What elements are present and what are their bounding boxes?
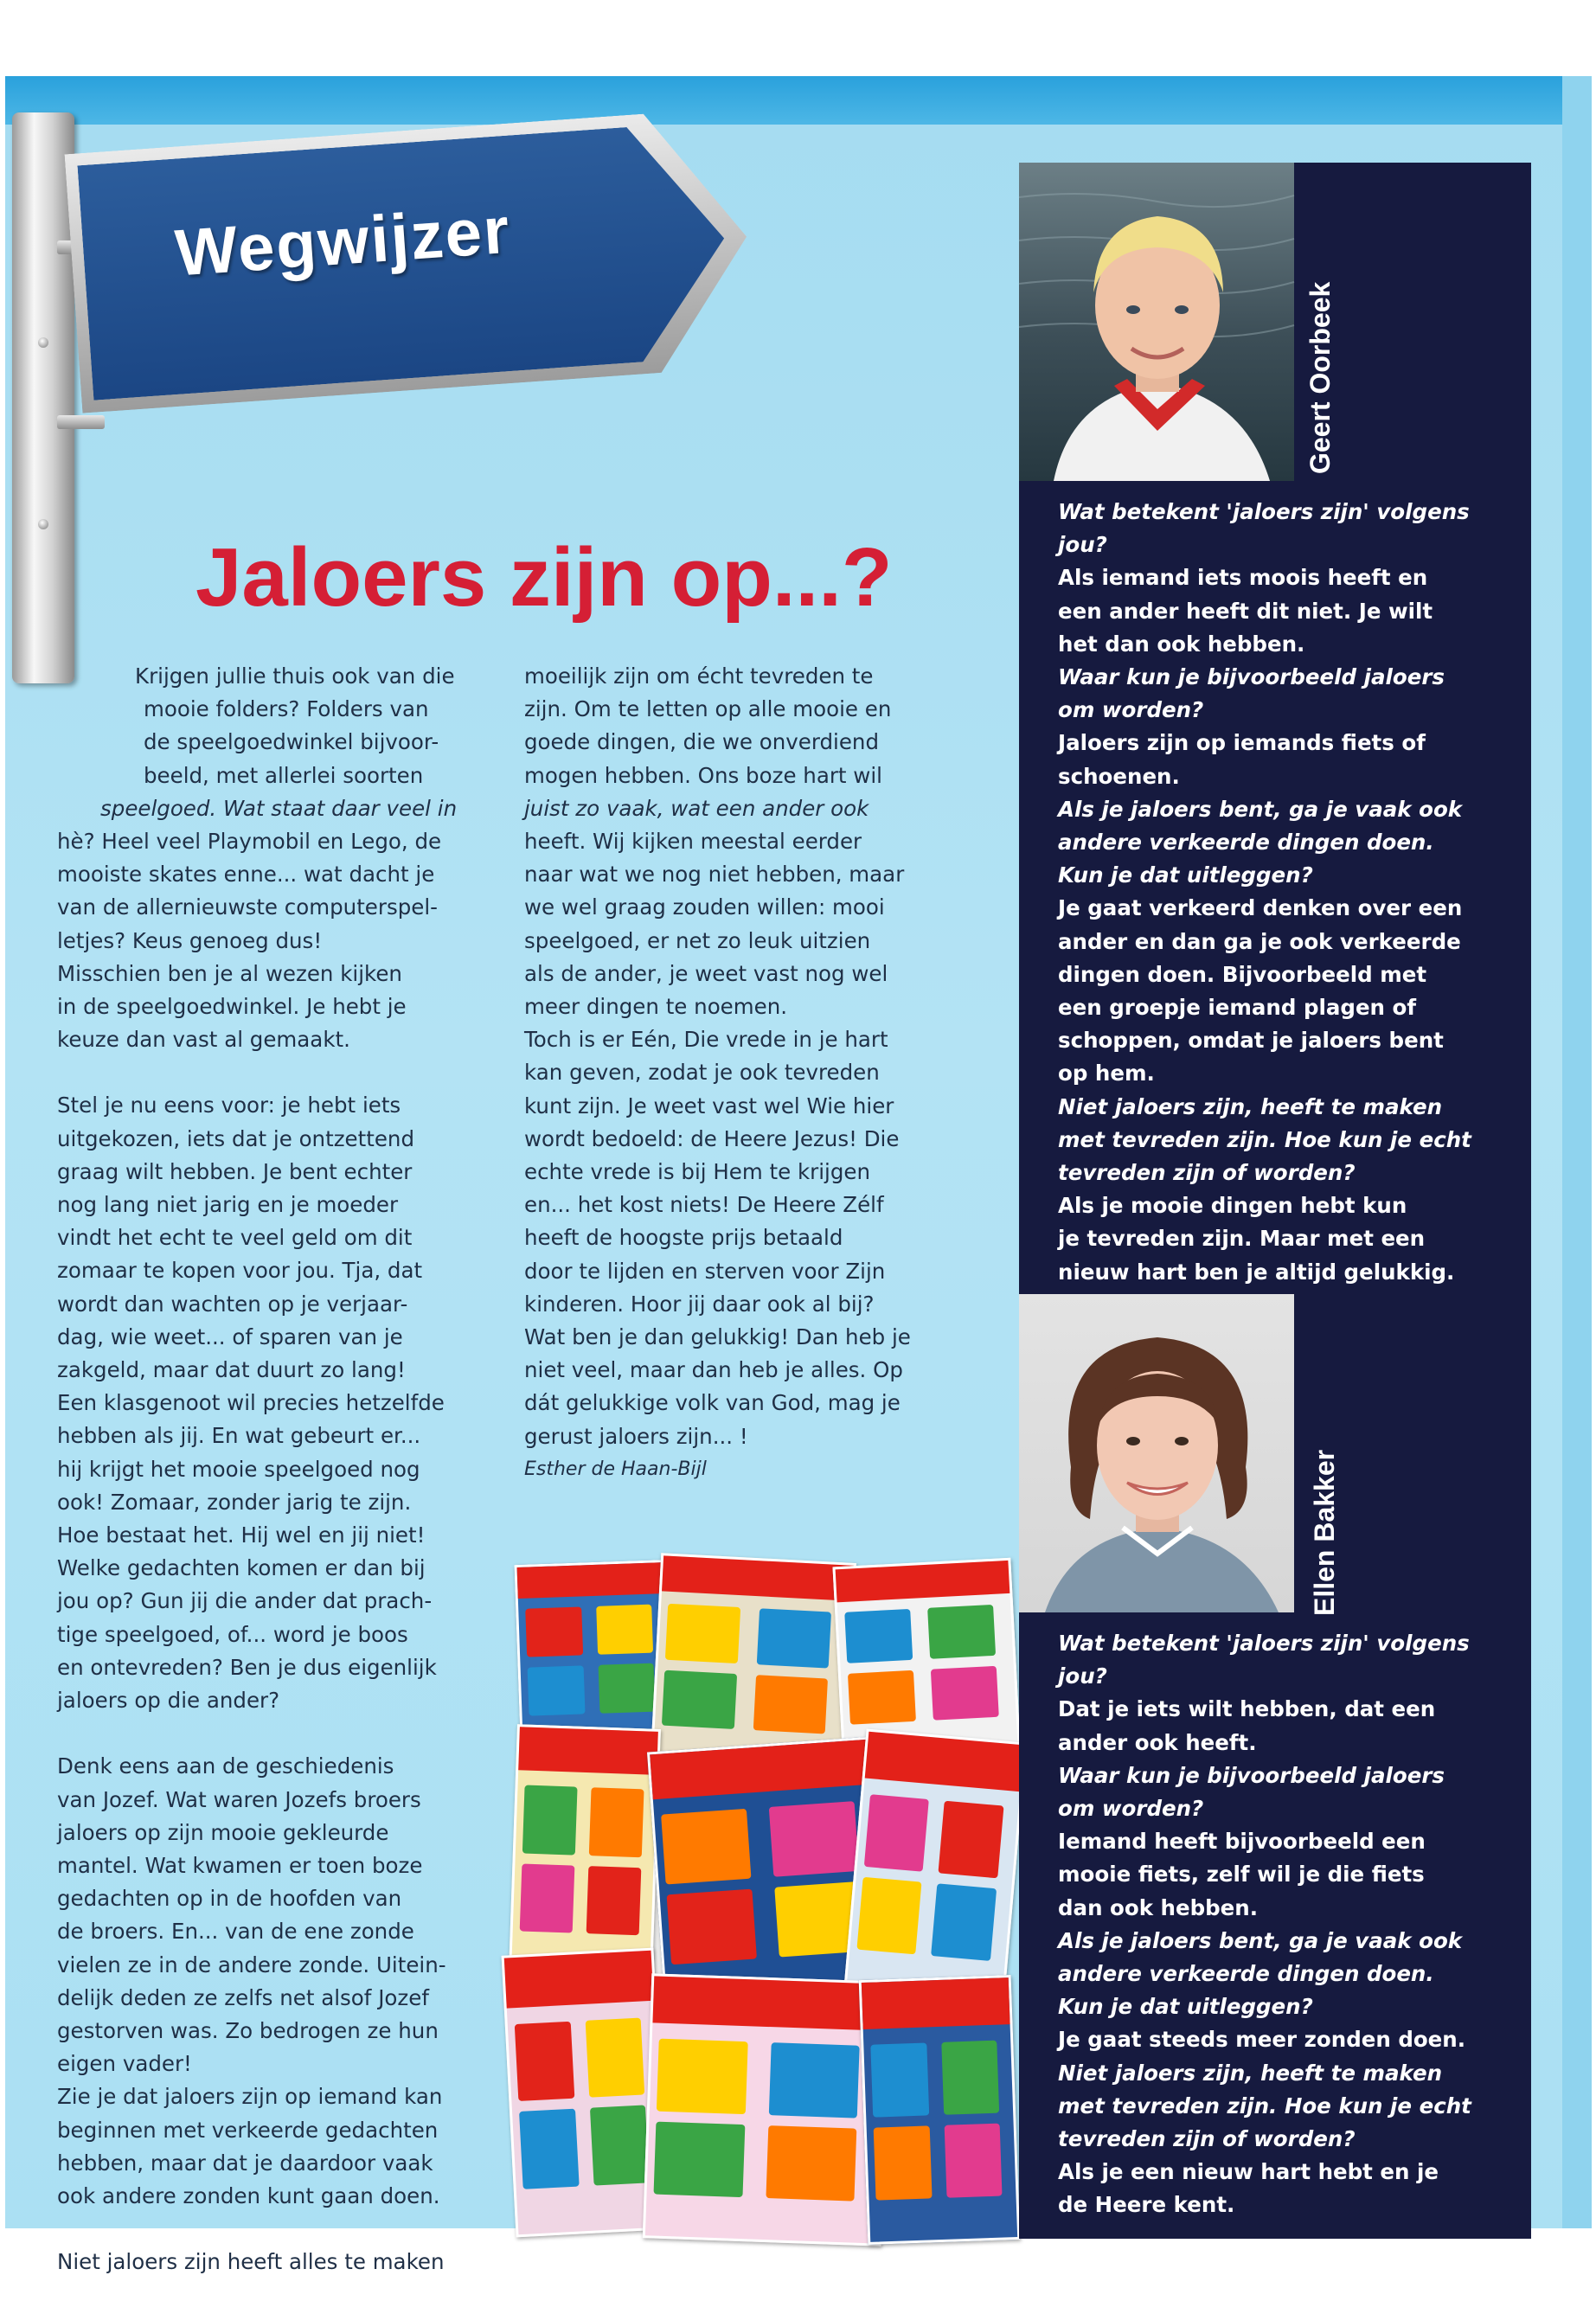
text-line: Niet jaloers zijn heeft alles te maken — [57, 2249, 445, 2275]
toy-folder — [502, 1948, 669, 2238]
text-line: juist zo vaak, wat een ander ook — [524, 795, 869, 821]
interview-answer: dingen doen. Bijvoorbeeld met — [1058, 961, 1427, 987]
text-line: eigen vader! — [57, 2051, 192, 2077]
paragraph-gap — [57, 1056, 490, 1089]
toy-picture — [939, 1801, 1003, 1879]
toy-picture — [769, 1801, 859, 1877]
interview-answer: schoenen. — [1058, 763, 1180, 789]
text-line: vielen ze in de andere zonde. Uitein- — [57, 1952, 446, 1977]
interview-answer: Dat je iets wilt hebben, dat een — [1058, 1696, 1436, 1722]
toy-picture — [941, 2041, 999, 2115]
toy-picture — [931, 1666, 999, 1721]
magazine-page — [5, 76, 1592, 2275]
text-line: mooiste skates enne... wat dacht je — [57, 862, 435, 888]
text-line: gerust jaloers zijn... ! — [524, 1423, 748, 1449]
text-line: Denk eens aan de geschiedenis — [57, 1753, 394, 1779]
text-line: ook! Zomaar, zonder jarig te zijn. — [57, 1489, 412, 1515]
folder-red-band — [862, 1977, 1010, 2029]
text-line: hij krijgt het mooie speelgoed nog — [57, 1456, 420, 1482]
toy-picture — [590, 2106, 650, 2186]
interview-answer: Als je mooie dingen hebt kun — [1058, 1193, 1407, 1219]
interview-question: Niet jaloers zijn, heeft te maken — [1058, 2060, 1443, 2086]
text-line: kunt zijn. Je weet vast wel Wie hier — [524, 1093, 894, 1118]
text-line: zijn. Om te letten op alle mooie en — [524, 696, 892, 722]
toy-folder — [509, 1724, 661, 1977]
toy-picture — [944, 2124, 1002, 2198]
toy-folder — [514, 1560, 672, 1743]
toy-picture — [522, 1785, 577, 1855]
text-line: mogen hebben. Ons boze hart wil — [524, 762, 882, 788]
toy-picture — [515, 2022, 574, 2102]
girl-portrait-icon — [1019, 1294, 1294, 1612]
text-line: gedachten op in de hoofden van — [57, 1886, 402, 1912]
toy-picture — [661, 1808, 751, 1884]
text-line: goede dingen, die we onverdiend — [524, 729, 880, 755]
toy-folder — [832, 1558, 1020, 1753]
interviewee-name: Geert Oorbeek — [1304, 281, 1336, 474]
folder-red-band — [518, 1727, 658, 1775]
interview-question: Waar kun je bijvoorbeeld jaloers — [1058, 664, 1445, 690]
toy-folder — [843, 1728, 1027, 2006]
text-line: Hoe bestaat het. Hij wel en jij niet! — [57, 1522, 426, 1548]
toy-picture — [589, 1787, 644, 1856]
text-line: speelgoed, er net zo leuk uitzien — [524, 927, 871, 953]
interview-answer: een groepje iemand plagen of — [1058, 995, 1417, 1021]
toy-picture — [519, 2109, 579, 2189]
interview-text-ellen — [1058, 1627, 1525, 2222]
right-color-band — [1562, 76, 1592, 2228]
interview-answer: mooie fiets, zelf wil je die fiets — [1058, 1862, 1425, 1888]
toy-picture — [931, 1883, 996, 1961]
toy-picture — [756, 1608, 831, 1668]
toy-picture — [864, 1794, 929, 1872]
paragraph-gap — [57, 2213, 490, 2246]
toy-picture — [520, 1863, 574, 1932]
text-line: kinderen. Hoor jij daar ook al bij? — [524, 1291, 875, 1317]
interview-question: andere verkeerde dingen doen. — [1058, 830, 1434, 856]
toy-picture — [768, 2042, 859, 2118]
interview-question: Niet jaloers zijn, heeft te maken — [1058, 1093, 1443, 1119]
article-column-2 — [524, 660, 957, 1486]
text-line: hebben als jij. En wat gebeurt er... — [57, 1423, 421, 1449]
text-line: jaloers op zijn mooie gekleurde — [57, 1819, 389, 1845]
text-line: Misschien ben je al wezen kijken — [57, 960, 402, 986]
folder-red-band — [652, 1976, 888, 2030]
toy-picture — [844, 1609, 913, 1663]
toy-picture — [657, 2039, 747, 2115]
toy-picture — [927, 1605, 996, 1659]
section-title: Wegwijzer — [172, 193, 514, 291]
interview-question: Kun je dat uitleggen? — [1058, 862, 1313, 888]
interview-question: om worden? — [1058, 1796, 1204, 1822]
interview-answer: Als je een nieuw hart hebt en je — [1058, 2159, 1439, 2185]
text-line: Een klasgenoot wil precies hetzelfde — [57, 1390, 445, 1416]
text-line: in de speelgoedwinkel. Je hebt je — [57, 994, 407, 1020]
toy-folder — [643, 1973, 891, 2246]
interview-question: jou? — [1058, 1663, 1107, 1689]
text-line: ook andere zonden kunt gaan doen. — [57, 2182, 440, 2208]
toy-picture — [528, 1665, 586, 1715]
text-line: vindt het echt te veel geld om dit — [57, 1225, 413, 1251]
text-line: van de allernieuwste computerspel- — [57, 894, 438, 920]
toy-picture — [596, 1605, 654, 1655]
interview-answer: de Heere kent. — [1058, 2192, 1235, 2218]
interview-answer: op hem. — [1058, 1061, 1155, 1086]
text-line: en... het kost niets! De Heere Zélf — [524, 1192, 884, 1218]
article-author: Esther de Haan-Bijl — [524, 1458, 707, 1480]
text-line: Zie je dat jaloers zijn op iemand kan — [57, 2084, 443, 2110]
article-headline: Jaloers zijn op...? — [195, 531, 893, 624]
text-line: speelgoed. Wat staat daar veel in — [100, 795, 458, 821]
top-color-band — [5, 76, 1592, 125]
text-line: jaloers op die ander? — [57, 1688, 280, 1714]
interview-question: tevreden zijn of worden? — [1058, 1160, 1356, 1186]
interview-question: om worden? — [1058, 697, 1204, 723]
text-line: uitgekozen, iets dat je ontzettend — [57, 1125, 414, 1151]
text-line: we wel graag zouden willen: mooi — [524, 894, 885, 920]
text-line: beginnen met verkeerde gedachten — [57, 2117, 439, 2143]
toy-picture — [586, 1866, 640, 1935]
text-line: hè? Heel veel Playmobil en Lego, de — [57, 829, 442, 855]
interview-question: Wat betekent 'jaloers zijn' volgens — [1058, 499, 1470, 524]
toy-folders-photo — [526, 1571, 997, 2228]
text-line: keuze dan vast al gemaakt. — [57, 1027, 350, 1053]
toy-picture — [856, 1877, 921, 1955]
interview-question: tevreden zijn of worden? — [1058, 2126, 1356, 2152]
article-column-1 — [57, 660, 490, 2279]
folder-red-band — [836, 1561, 1010, 1602]
toy-picture — [598, 1663, 656, 1714]
interview-answer: Je gaat verkeerd denken over een — [1058, 895, 1463, 921]
interview-question: Als je jaloers bent, ga je vaak ook — [1058, 1927, 1463, 1953]
text-line: nog lang niet jarig en je moeder — [57, 1192, 399, 1218]
bolt-icon — [38, 519, 48, 529]
folder-red-band — [517, 1562, 665, 1599]
text-line: dát gelukkige volk van God, mag je — [524, 1390, 901, 1416]
toy-picture — [870, 2042, 928, 2117]
text-line: beeld, met allerlei soorten — [144, 762, 424, 788]
text-line: jou op? Gun jij die ander dat prach- — [57, 1588, 433, 1614]
toy-picture — [667, 1888, 757, 1965]
interview-question: Wat betekent 'jaloers zijn' volgens — [1058, 1631, 1470, 1656]
text-line: dag, wie weet... of sparen van je — [57, 1324, 403, 1349]
toy-picture — [585, 2017, 644, 2098]
interview-question: andere verkeerde dingen doen. — [1058, 1961, 1434, 1987]
interview-answer: schoppen, omdat je jaloers bent — [1058, 1028, 1444, 1054]
interview-text-geert — [1058, 496, 1525, 1289]
text-line: naar wat we nog niet hebben, maar — [524, 862, 905, 888]
portrait-photo-geert — [1019, 163, 1294, 481]
toy-picture — [654, 2122, 745, 2198]
text-line: de speelgoedwinkel bijvoor- — [144, 729, 439, 755]
interview-question: met tevreden zijn. Hoe kun je echt — [1058, 1126, 1471, 1152]
text-line: wordt dan wachten op je verjaar- — [57, 1291, 408, 1317]
interview-question: met tevreden zijn. Hoe kun je echt — [1058, 2093, 1471, 2118]
toy-picture — [662, 1670, 737, 1729]
interview-question: jou? — [1058, 532, 1107, 558]
interview-answer: Iemand heeft bijvoorbeeld een — [1058, 1829, 1426, 1855]
signpost-sign — [64, 107, 757, 439]
toy-picture — [874, 2125, 932, 2200]
text-line: Wat ben je dan gelukkig! Dan heb je — [524, 1324, 911, 1350]
toy-folder — [651, 1553, 856, 1767]
text-line: heeft de hoogste prijs betaald — [524, 1225, 843, 1251]
interview-panel — [1019, 163, 1531, 2239]
paragraph-gap — [57, 1717, 490, 1750]
interview-answer: Als iemand iets moois heeft en — [1058, 565, 1428, 591]
toy-folder — [859, 1975, 1021, 2245]
text-line: moeilijk zijn om écht tevreden te — [524, 663, 874, 689]
interview-answer: Je gaat steeds meer zonden doen. — [1058, 2027, 1466, 2053]
interview-answer: dan ook hebben. — [1058, 1894, 1259, 1920]
interview-answer: je tevreden zijn. Maar met een — [1058, 1226, 1426, 1252]
text-line: van Jozef. Wat waren Jozefs broers — [57, 1786, 421, 1812]
text-line: delijk deden ze zelfs net alsof Jozef — [57, 1984, 429, 2010]
interview-answer: het dan ook hebben. — [1058, 631, 1305, 657]
signpost-pole — [12, 112, 74, 683]
boy-portrait-icon — [1019, 163, 1294, 481]
text-line: niet veel, maar dan heb je alles. Op — [524, 1357, 903, 1383]
text-line: door te lijden en sterven voor Zijn — [524, 1258, 886, 1284]
folder-red-band — [662, 1555, 854, 1601]
text-line: meer dingen te noemen. — [524, 994, 788, 1020]
text-line: hebben, maar dat je daardoor vaak — [57, 2150, 433, 2176]
text-line: kan geven, zodat je ook tevreden — [524, 1060, 880, 1086]
folder-red-band — [865, 1732, 1024, 1791]
interview-answer: ander ook heeft. — [1058, 1729, 1257, 1755]
text-line: tige speelgoed, of... word je boos — [57, 1621, 408, 1647]
text-line: gestorven was. Zo bedrogen ze hun — [57, 2017, 439, 2043]
text-line: Stel je nu eens voor: je hebt iets — [57, 1093, 401, 1118]
text-line: Krijgen jullie thuis ook van die — [135, 663, 455, 689]
text-line: Welke gedachten komen er dan bij — [57, 1555, 426, 1581]
interview-answer: Jaloers zijn op iemands fiets of — [1058, 730, 1426, 756]
interview-answer: nieuw hart ben je altijd gelukkig. — [1058, 1259, 1455, 1285]
text-line: letjes? Keus genoeg dus! — [57, 927, 323, 953]
text-line: wordt bedoeld: de Heere Jezus! Die — [524, 1125, 900, 1151]
toy-picture — [525, 1606, 583, 1657]
text-line: zakgeld, maar dat duurt zo lang! — [57, 1357, 406, 1383]
folder-red-band — [504, 1951, 654, 2008]
interview-answer: ander en dan ga je ook verkeerde — [1058, 928, 1461, 954]
interview-question: Waar kun je bijvoorbeeld jaloers — [1058, 1762, 1445, 1788]
text-line: als de ander, je weet vast nog wel — [524, 960, 888, 986]
text-line: mantel. Wat kwamen er toen boze — [57, 1852, 423, 1878]
text-line: Toch is er Eén, Die vrede in je hart — [524, 1027, 888, 1053]
interview-answer: een ander heeft dit niet. Je wilt — [1058, 598, 1433, 624]
interview-question: Kun je dat uitleggen? — [1058, 1994, 1313, 2020]
text-line: echte vrede is bij Hem te krijgen — [524, 1159, 871, 1185]
text-line: zomaar te kopen voor jou. Tja, dat — [57, 1258, 423, 1284]
text-line: mooie folders? Folders van — [144, 696, 429, 722]
text-line: en ontevreden? Ben je dus eigenlijk — [57, 1654, 437, 1680]
portrait-photo-ellen — [1019, 1294, 1294, 1612]
text-line: de broers. En... van de ene zonde — [57, 1919, 414, 1945]
toy-picture — [753, 1675, 828, 1734]
text-line: heeft. Wij kijken meestal eerder — [524, 829, 862, 855]
toy-picture — [848, 1670, 916, 1725]
interview-question: Als je jaloers bent, ga je vaak ook — [1058, 796, 1463, 822]
toy-picture — [766, 2125, 856, 2202]
bolt-icon — [38, 337, 48, 348]
toy-picture — [665, 1604, 740, 1663]
interviewee-name: Ellen Bakker — [1309, 1449, 1340, 1616]
text-line: graag wilt hebben. Je bent echter — [57, 1158, 413, 1184]
